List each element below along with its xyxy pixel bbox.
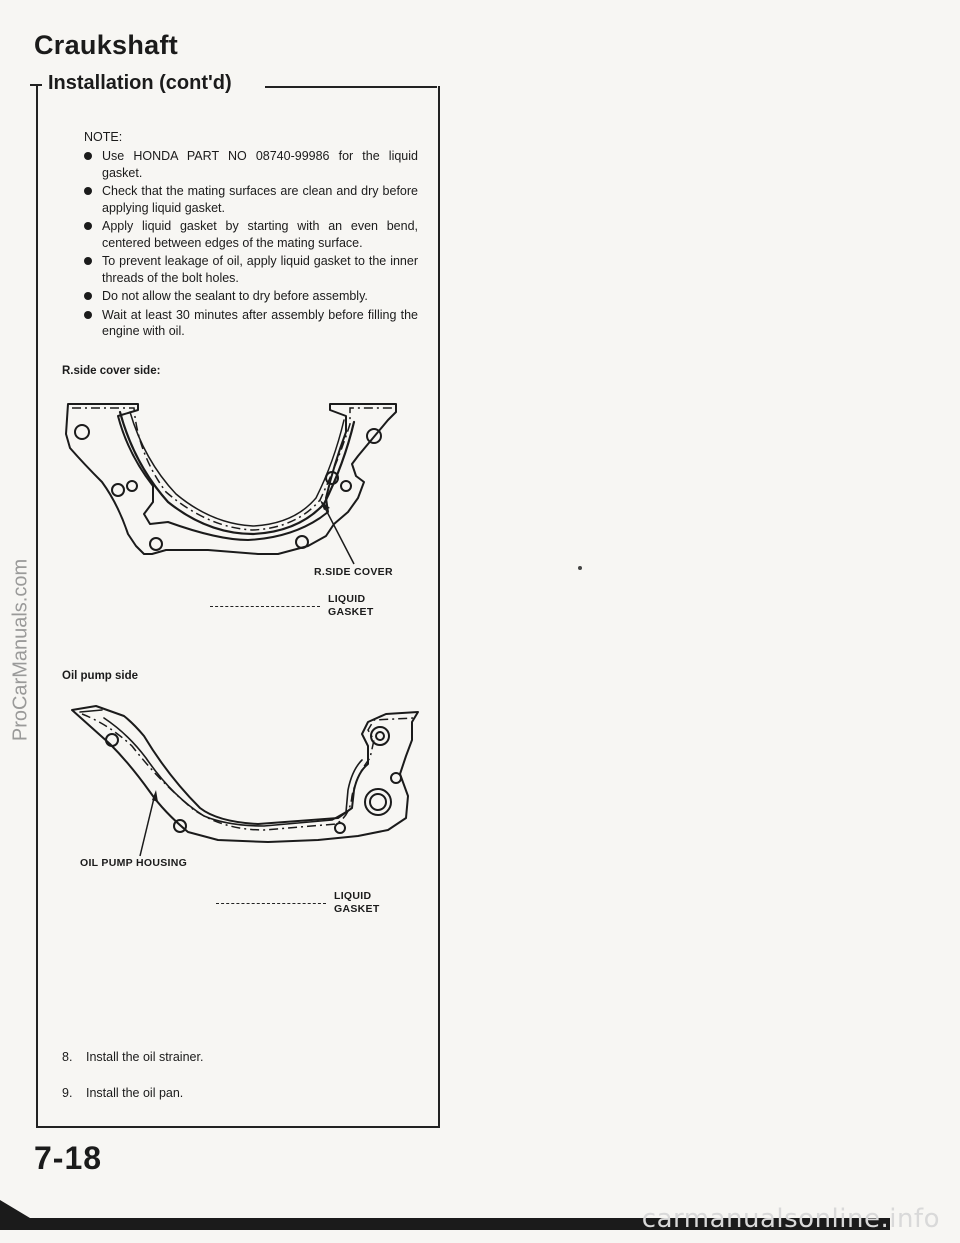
note-text: Check that the mating surfaces are clean and dry before applying liquid gasket. (102, 184, 418, 215)
page-title: Craukshaft (34, 30, 179, 60)
legend-line-2: GASKET (328, 606, 374, 618)
bullet-icon (84, 257, 92, 265)
bullet-icon (84, 152, 92, 160)
step-item (62, 1086, 183, 1100)
oil-pump-callout: OIL PUMP HOUSING (80, 857, 188, 869)
bullet-icon (84, 311, 92, 319)
legend-label (328, 593, 374, 619)
page-number: 7-18 (34, 1140, 103, 1176)
note-item (84, 148, 418, 181)
note-label: NOTE: (84, 130, 123, 144)
note-item (84, 253, 418, 286)
bullet-icon (84, 292, 92, 300)
note-text: To prevent leakage of oil, apply liquid gasket to the inner threads of the bolt holes. (102, 254, 418, 285)
legend-line-1: LIQUID (328, 593, 366, 605)
note-text: Apply liquid gasket by starting with an even bend, centered between edges of the mating surface. (102, 219, 418, 250)
step-number: 9. (62, 1086, 73, 1100)
note-text: Wait at least 30 minutes after assembly before filling the engine with oil. (102, 307, 418, 338)
legend-label (334, 890, 380, 916)
note-item (84, 218, 418, 251)
note-text: Use HONDA PART NO 08740-99986 for the liquid gasket. (102, 149, 418, 180)
step-text: Install the oil pan. (86, 1086, 184, 1100)
side-watermark-text: ProCarManuals.com (9, 558, 32, 742)
bottom-watermark: carmanualsonline.info (641, 1204, 940, 1234)
bullet-icon (84, 187, 92, 195)
note-item (84, 183, 418, 216)
step-text: Install the oil strainer. (86, 1050, 204, 1064)
legend-line-1: LIQUID (334, 890, 372, 902)
step-item (62, 1050, 203, 1064)
note-list (84, 148, 418, 342)
figure2-heading: Oil pump side (62, 670, 139, 682)
note-text: Do not allow the sealant to dry before assembly. (102, 289, 368, 303)
section-title: Installation (cont'd) (48, 72, 232, 94)
bullet-icon (84, 222, 92, 230)
legend-dash-line (210, 606, 320, 607)
side-watermark (6, 500, 36, 800)
figure1-heading: R.side cover side: (62, 365, 161, 377)
oil-pump-diagram (68, 700, 430, 860)
legend-dash-line (216, 903, 326, 904)
legend-line-2: GASKET (334, 903, 380, 915)
rside-cover-callout: R.SIDE COVER (314, 566, 393, 578)
scan-speck (578, 566, 582, 570)
note-item (84, 288, 418, 305)
step-number: 8. (62, 1050, 73, 1064)
rside-cover-diagram (58, 394, 408, 579)
note-item (84, 307, 418, 340)
